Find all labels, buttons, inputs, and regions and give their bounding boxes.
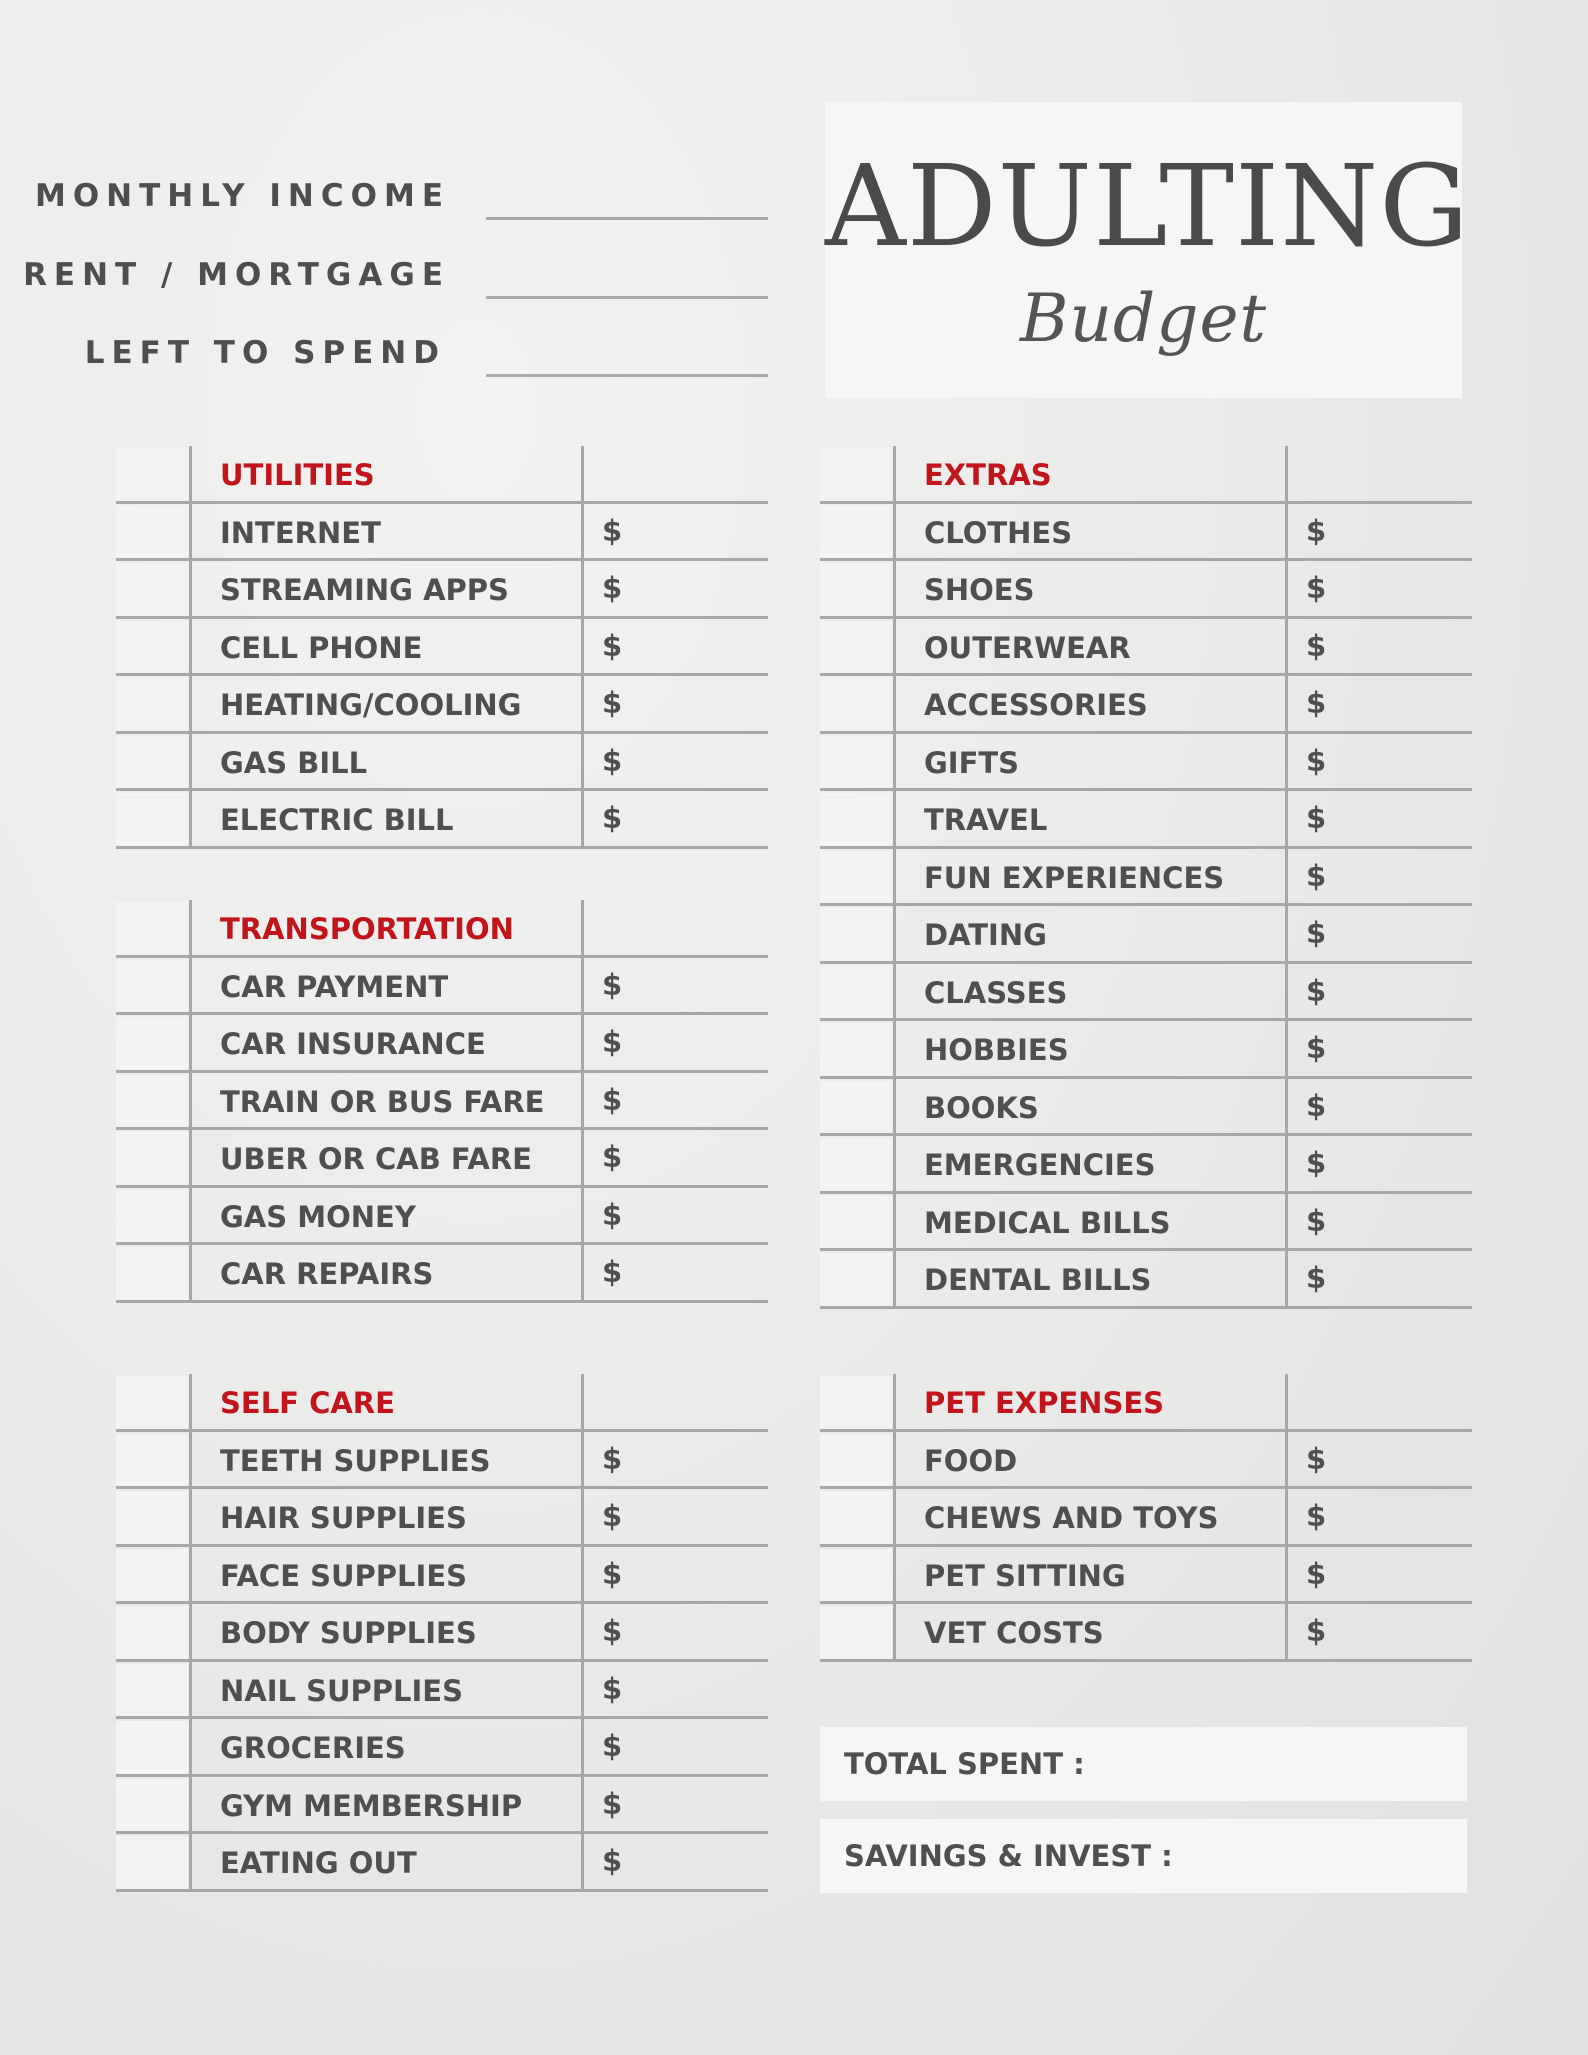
section-heading: EXTRAS	[924, 458, 1052, 492]
checkbox[interactable]	[116, 793, 188, 847]
checkbox[interactable]	[820, 1023, 892, 1077]
amount-field[interactable]: $	[602, 1729, 623, 1763]
rent-mortgage-blank[interactable]	[486, 296, 768, 299]
expense-label: EMERGENCIES	[924, 1148, 1156, 1182]
expense-label: DENTAL BILLS	[924, 1263, 1152, 1297]
amount-field[interactable]: $	[602, 1082, 623, 1117]
checkbox[interactable]	[116, 960, 188, 1014]
amount-field[interactable]: $	[602, 628, 623, 663]
section-heading: PET EXPENSES	[924, 1386, 1165, 1420]
expense-label: FUN EXPERIENCES	[924, 860, 1225, 895]
pet-expenses-table	[820, 1374, 1472, 1662]
monthly-income-field	[0, 170, 780, 220]
table-row	[820, 1136, 1472, 1194]
amount-field[interactable]: $	[1306, 571, 1327, 605]
expense-label: GROCERIES	[220, 1731, 406, 1765]
table-row	[116, 619, 768, 677]
table-row	[116, 1432, 768, 1490]
section-heading: TRANSPORTATION	[220, 912, 514, 946]
expense-label: GIFTS	[924, 745, 1020, 780]
table-row	[820, 791, 1472, 849]
amount-field[interactable]: $	[1306, 1441, 1327, 1476]
checkbox[interactable]	[116, 1779, 188, 1833]
expense-label: HOBBIES	[924, 1033, 1069, 1067]
table-row	[820, 849, 1472, 907]
expense-label: CLASSES	[924, 975, 1068, 1010]
rent-mortgage-label: RENT / MORTGAGE	[23, 257, 450, 293]
amount-field[interactable]: $	[1306, 1614, 1327, 1648]
checkbox[interactable]	[820, 1253, 892, 1307]
table-row	[820, 964, 1472, 1022]
table-row	[116, 1188, 768, 1246]
checkbox[interactable]	[116, 621, 188, 675]
checkbox[interactable]	[116, 678, 188, 732]
extras-header-row	[820, 446, 1472, 504]
table-row	[116, 1547, 768, 1605]
amount-field[interactable]: $	[602, 801, 623, 835]
amount-field[interactable]: $	[1306, 628, 1327, 663]
table-row	[116, 1130, 768, 1188]
table-row	[116, 1834, 768, 1892]
section-heading: SELF CARE	[220, 1386, 395, 1420]
amount-field[interactable]: $	[602, 1255, 623, 1289]
table-row	[820, 1251, 1472, 1309]
checkbox[interactable]	[820, 1081, 892, 1135]
rent-mortgage-field	[0, 249, 780, 299]
expense-label: HEATING/COOLING	[220, 688, 522, 722]
expense-label: CAR REPAIRS	[220, 1257, 434, 1291]
checkbox[interactable]	[116, 1434, 188, 1488]
expense-label: VET COSTS	[924, 1616, 1104, 1650]
expense-label: TEETH SUPPLIES	[220, 1443, 491, 1478]
left-to-spend-field	[0, 327, 780, 377]
total-spent-field[interactable]	[820, 1727, 1467, 1801]
expense-label: GYM MEMBERSHIP	[220, 1788, 523, 1823]
expense-label: EATING OUT	[220, 1846, 417, 1880]
table-row	[116, 1662, 768, 1720]
table-row	[116, 1777, 768, 1835]
checkbox[interactable]	[820, 1491, 892, 1545]
expense-label: SHOES	[924, 573, 1035, 607]
expense-label: UBER OR CAB FARE	[220, 1142, 532, 1176]
table-row	[116, 561, 768, 619]
amount-field[interactable]: $	[602, 571, 623, 605]
table-row	[820, 1489, 1472, 1547]
amount-field[interactable]: $	[602, 1197, 623, 1232]
expense-label: FACE SUPPLIES	[220, 1558, 468, 1593]
expense-label: CHEWS AND TOYS	[924, 1501, 1219, 1535]
amount-field[interactable]: $	[1306, 1556, 1327, 1591]
checkbox[interactable]	[116, 1606, 188, 1660]
transportation-header-row	[116, 900, 768, 958]
amount-field[interactable]: $	[602, 1614, 623, 1648]
table-row	[820, 504, 1472, 562]
checkbox[interactable]	[820, 1376, 892, 1430]
checkbox[interactable]	[116, 448, 188, 502]
checkbox[interactable]	[820, 1434, 892, 1488]
monthly-income-label: MONTHLY INCOME	[34, 178, 450, 214]
amount-field[interactable]: $	[1306, 1499, 1327, 1533]
checkbox[interactable]	[820, 506, 892, 560]
table-row	[116, 1604, 768, 1662]
amount-field[interactable]: $	[1306, 1088, 1327, 1123]
checkbox[interactable]	[820, 448, 892, 502]
table-row	[116, 734, 768, 792]
amount-field[interactable]: $	[602, 1786, 623, 1821]
amount-field[interactable]: $	[602, 686, 623, 720]
expense-label: CAR PAYMENT	[220, 969, 449, 1004]
amount-field[interactable]: $	[1306, 513, 1327, 548]
amount-field[interactable]: $	[602, 1844, 623, 1878]
expense-label: BODY SUPPLIES	[220, 1616, 477, 1650]
utilities-table	[116, 446, 768, 849]
table-row	[116, 1245, 768, 1303]
table-row	[820, 1021, 1472, 1079]
amount-field[interactable]: $	[602, 1671, 623, 1706]
expense-label: STREAMING APPS	[220, 573, 509, 607]
expense-label: NAIL SUPPLIES	[220, 1673, 463, 1708]
amount-field[interactable]: $	[602, 1025, 623, 1059]
checkbox[interactable]	[116, 1664, 188, 1718]
amount-field[interactable]: $	[1306, 973, 1327, 1008]
checkbox[interactable]	[116, 1549, 188, 1603]
expense-label: CAR INSURANCE	[220, 1027, 486, 1061]
checkbox[interactable]	[116, 1836, 188, 1890]
savings-invest-field[interactable]	[820, 1819, 1467, 1893]
expense-label: INTERNET	[220, 515, 381, 550]
self-care-header-row	[116, 1374, 768, 1432]
checkbox[interactable]	[116, 736, 188, 790]
expense-label: MEDICAL BILLS	[924, 1205, 1171, 1240]
expense-label: GAS MONEY	[220, 1199, 416, 1234]
checkbox[interactable]	[116, 1017, 188, 1071]
amount-field[interactable]: $	[602, 1556, 623, 1591]
table-row	[820, 1194, 1472, 1252]
checkbox[interactable]	[820, 966, 892, 1020]
checkbox[interactable]	[116, 1075, 188, 1129]
expense-label: PET SITTING	[924, 1558, 1126, 1593]
pet-expenses-header-row	[820, 1374, 1472, 1432]
checkbox[interactable]	[116, 1491, 188, 1545]
amount-field[interactable]: $	[602, 1499, 623, 1533]
checkbox[interactable]	[820, 678, 892, 732]
checkbox[interactable]	[820, 1196, 892, 1250]
extras-table	[820, 446, 1472, 1309]
checkbox[interactable]	[116, 1190, 188, 1244]
table-row	[116, 676, 768, 734]
expense-label: ELECTRIC BILL	[220, 803, 454, 837]
checkbox[interactable]	[116, 563, 188, 617]
table-row	[820, 619, 1472, 677]
checkbox[interactable]	[116, 1132, 188, 1186]
table-row	[116, 791, 768, 849]
amount-field[interactable]: $	[602, 1441, 623, 1476]
transportation-table	[116, 900, 768, 1303]
table-row	[116, 1719, 768, 1777]
expense-label: GAS BILL	[220, 745, 368, 780]
amount-field[interactable]: $	[602, 967, 623, 1002]
amount-field[interactable]: $	[1306, 1203, 1327, 1238]
checkbox[interactable]	[820, 736, 892, 790]
section-heading: UTILITIES	[220, 458, 375, 492]
page-subtitle: Budget	[1019, 280, 1268, 357]
checkbox[interactable]	[820, 1549, 892, 1603]
table-row	[116, 504, 768, 562]
table-row	[116, 1073, 768, 1131]
table-row	[820, 1604, 1472, 1662]
table-row	[820, 1432, 1472, 1490]
checkbox[interactable]	[116, 506, 188, 560]
amount-field[interactable]: $	[1306, 801, 1327, 835]
expense-label: HAIR SUPPLIES	[220, 1501, 467, 1535]
checkbox[interactable]	[116, 1721, 188, 1775]
checkbox[interactable]	[820, 908, 892, 962]
checkbox[interactable]	[820, 1606, 892, 1660]
expense-label: OUTERWEAR	[924, 630, 1131, 665]
amount-field[interactable]: $	[602, 1140, 623, 1174]
table-row	[116, 1489, 768, 1547]
amount-field[interactable]: $	[1306, 743, 1327, 778]
table-row	[116, 1015, 768, 1073]
expense-label: ACCESSORIES	[924, 688, 1148, 722]
page-title: ADULTING	[825, 142, 1470, 272]
expense-label: BOOKS	[924, 1090, 1039, 1125]
checkbox[interactable]	[116, 1376, 188, 1430]
checkbox[interactable]	[820, 1138, 892, 1192]
table-row	[820, 1079, 1472, 1137]
checkbox[interactable]	[820, 621, 892, 675]
amount-field[interactable]: $	[602, 743, 623, 778]
expense-label: CELL PHONE	[220, 630, 423, 665]
table-row	[820, 561, 1472, 619]
amount-field[interactable]: $	[602, 513, 623, 548]
left-to-spend-label: LEFT TO SPEND	[84, 335, 446, 371]
expense-label: DATING	[924, 918, 1047, 952]
utilities-header-row	[116, 446, 768, 504]
total-spent-label: TOTAL SPENT :	[844, 1747, 1085, 1781]
checkbox[interactable]	[820, 793, 892, 847]
amount-field[interactable]: $	[1306, 916, 1327, 950]
expense-label: CLOTHES	[924, 515, 1073, 550]
title-card	[825, 102, 1470, 398]
savings-invest-label: SAVINGS & INVEST :	[844, 1839, 1173, 1873]
checkbox[interactable]	[116, 902, 188, 956]
amount-field[interactable]: $	[1306, 858, 1327, 893]
checkbox[interactable]	[820, 851, 892, 905]
amount-field[interactable]: $	[1306, 1261, 1327, 1295]
table-row	[820, 676, 1472, 734]
checkbox[interactable]	[820, 563, 892, 617]
table-row	[116, 958, 768, 1016]
expense-label: TRAIN OR BUS FARE	[220, 1084, 545, 1119]
amount-field[interactable]: $	[1306, 1146, 1327, 1180]
table-row	[820, 734, 1472, 792]
self-care-table	[116, 1374, 768, 1892]
expense-label: FOOD	[924, 1443, 1018, 1478]
amount-field[interactable]: $	[1306, 1031, 1327, 1065]
expense-label: TRAVEL	[924, 803, 1048, 837]
checkbox[interactable]	[116, 1247, 188, 1301]
table-row	[820, 1547, 1472, 1605]
monthly-income-blank[interactable]	[486, 217, 768, 220]
table-row	[820, 906, 1472, 964]
left-to-spend-blank[interactable]	[486, 374, 768, 377]
amount-field[interactable]: $	[1306, 686, 1327, 720]
